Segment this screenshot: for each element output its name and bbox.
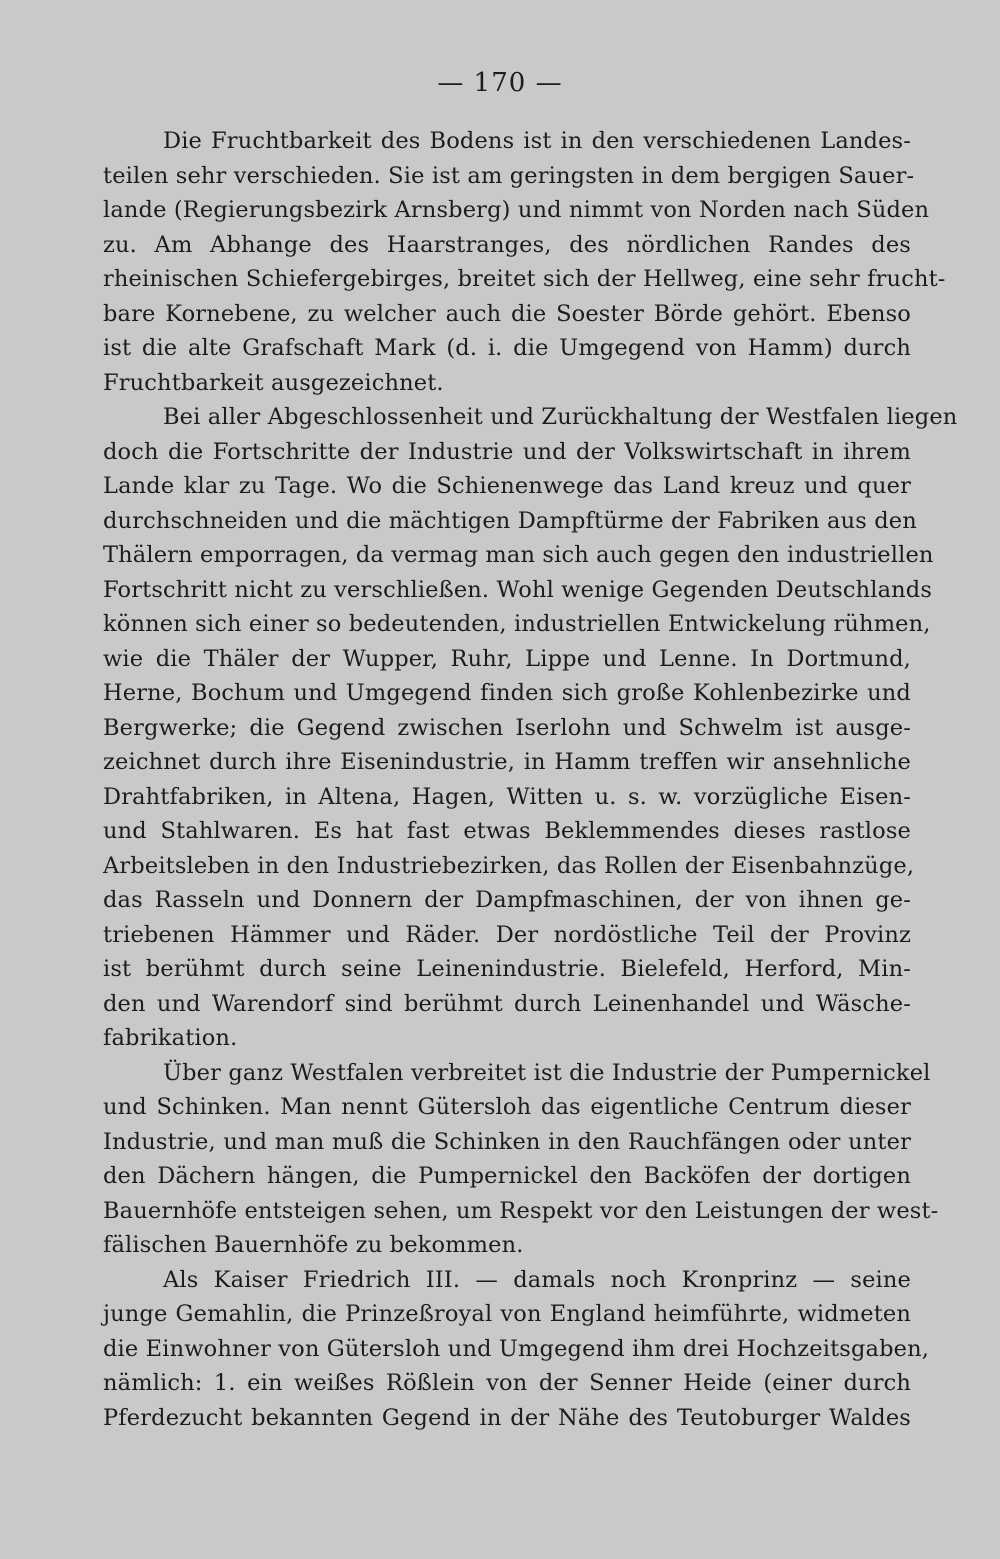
text-line: zeichnet durch ihre Eisenindustrie, in Hamm treffen wir ansehnliche xyxy=(103,749,911,775)
text-line: rheinischen Schiefergebirges, breitet sich der Hellweg, eine sehr frucht- xyxy=(103,266,946,292)
text-line: Als Kaiser Friedrich III. — damals noch Kronprinz — seine xyxy=(163,1266,911,1293)
text-line: den Dächern hängen, die Pumpernickel den Backöfen der dortigen xyxy=(103,1163,911,1189)
text-line: zu. Am Abhange des Haarstranges, des nördlichen Randes des xyxy=(103,231,911,258)
text-line: wie die Thäler der Wupper, Ruhr, Lippe und Lenne. In Dortmund, xyxy=(103,645,911,672)
paragraph-2 xyxy=(103,400,958,1056)
text-line: ist berühmt durch seine Leinenindustrie. Bielefeld, Herford, Min- xyxy=(103,956,911,982)
text-line: Fruchtbarkeit ausgezeichnet. xyxy=(103,369,444,396)
paragraph-1 xyxy=(103,124,946,400)
paragraph-4 xyxy=(103,1263,930,1436)
text-line: teilen sehr verschieden. Sie ist am geringsten in dem bergigen Sauer- xyxy=(103,162,915,189)
text-line: Industrie, und man muß die Schinken in den Rauchfängen oder unter xyxy=(103,1128,911,1155)
text-line: Fortschritt nicht zu verschließen. Wohl wenige Gegenden Deutschlands xyxy=(103,576,933,603)
text-line: Drahtfabriken, in Altena, Hagen, Witten u. s. w. vorzügliche Eisen- xyxy=(103,783,911,810)
page-number: — 170 — xyxy=(437,68,563,98)
text-line: Bauernhöfe entsteigen sehen, um Respekt vor den Leistungen der west- xyxy=(103,1197,939,1224)
text-line: Bergwerke; die Gegend zwischen Iserlohn und Schwelm ist ausge- xyxy=(103,714,911,741)
text-line: Herne, Bochum und Umgegend finden sich große Kohlenbezirke und xyxy=(103,680,911,706)
text-line: Bei aller Abgeschlossenheit und Zurückhaltung der Westfalen liegen xyxy=(163,404,958,430)
text-line: das Rasseln und Donnern der Dampfmaschinen, der von ihnen ge- xyxy=(103,887,911,913)
body-text xyxy=(103,124,958,1435)
text-line: triebenen Hämmer und Räder. Der nordöstliche Teil der Provinz xyxy=(103,921,911,948)
text-line: Über ganz Westfalen verbreitet ist die Industrie der Pumpernickel xyxy=(163,1059,931,1086)
text-line: doch die Fortschritte der Industrie und der Volkswirtschaft in ihrem xyxy=(103,438,911,465)
text-line: den und Warendorf sind berühmt durch Leinenhandel und Wäsche- xyxy=(103,990,911,1017)
text-line: bare Kornebene, zu welcher auch die Soester Börde gehört. Ebenso xyxy=(103,300,911,327)
text-line: ist die alte Grafschaft Mark (d. i. die Umgegend von Hamm) durch xyxy=(103,335,911,361)
text-line: und Schinken. Man nennt Gütersloh das eigentliche Centrum dieser xyxy=(103,1094,911,1120)
text-line: Die Fruchtbarkeit des Bodens ist in den verschiedenen Landes- xyxy=(163,128,911,154)
text-line: Thälern emporragen, da vermag man sich auch gegen den industriellen xyxy=(103,542,934,568)
text-line: und Stahlwaren. Es hat fast etwas Beklemmendes dieses rastlose xyxy=(103,818,911,844)
text-line: Arbeitsleben in den Industriebezirken, das Rollen der Eisenbahnzüge, xyxy=(103,852,915,879)
text-line: fälischen Bauernhöfe zu bekommen. xyxy=(103,1232,524,1258)
text-line: fabrikation. xyxy=(103,1025,238,1051)
text-line: lande (Regierungsbezirk Arnsberg) und nimmt von Norden nach Süden xyxy=(103,197,930,223)
text-line: können sich einer so bedeutenden, industriellen Entwickelung rühmen, xyxy=(103,611,931,637)
text-line: Pferdezucht bekannten Gegend in der Nähe des Teutoburger Waldes xyxy=(103,1404,911,1431)
text-line: junge Gemahlin, die Prinzeßroyal von England heimführte, widmeten xyxy=(103,1301,911,1327)
text-line: Lande klar zu Tage. Wo die Schienenwege das Land kreuz und quer xyxy=(103,473,911,499)
paragraph-3 xyxy=(103,1056,939,1263)
text-line: die Einwohner von Gütersloh und Umgegend ihm drei Hochzeitsgaben, xyxy=(103,1335,930,1362)
text-line: nämlich: 1. ein weißes Rößlein von der Senner Heide (einer durch xyxy=(103,1370,911,1396)
text-line: durchschneiden und die mächtigen Dampftürme der Fabriken aus den xyxy=(103,507,917,534)
